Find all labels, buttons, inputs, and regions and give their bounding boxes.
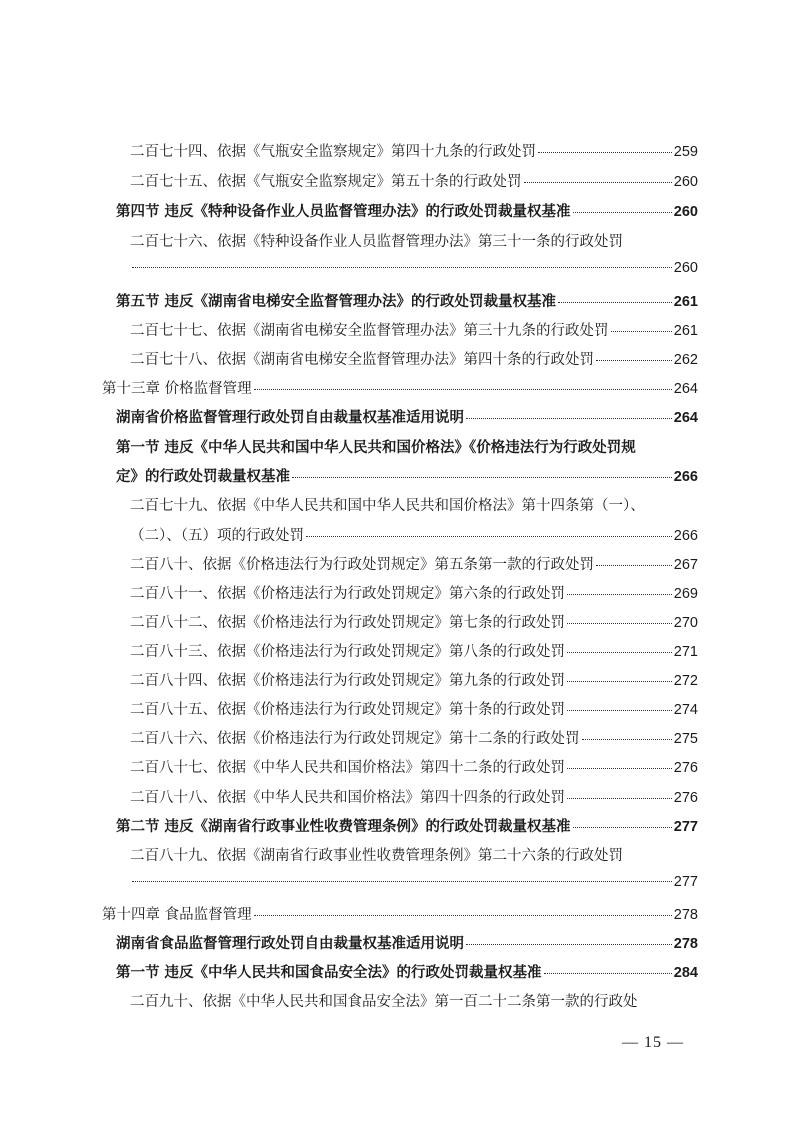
leader-dots: [558, 302, 672, 303]
toc-entry[interactable]: [130, 140, 698, 161]
leader-dots: [306, 536, 672, 537]
toc-page-number: 275: [673, 731, 698, 747]
toc-section-entry[interactable]: [116, 406, 698, 427]
toc-section-entry[interactable]: [116, 961, 698, 982]
toc-page-number: 259: [673, 144, 698, 160]
leader-dots: [567, 798, 672, 799]
leader-dots: [573, 827, 672, 828]
leader-dots: [567, 652, 672, 653]
toc-entry-text: 第一节 违反《中华人民共和国食品安全法》的行政处罚裁量权基准: [116, 965, 542, 981]
toc-entry-text: 二百七十四、依据《气瓶安全监察规定》第四十九条的行政处罚: [130, 144, 536, 160]
toc-entry-text[interactable]: 二百九十、依据《中华人民共和国食品安全法》第一百二十二条第一款的行政处: [130, 994, 638, 1010]
toc-entry-text: （二）、（五）项的行政处罚: [130, 528, 304, 544]
toc-entry[interactable]: [130, 698, 698, 719]
leader-dots: [567, 594, 672, 595]
toc-page-number: 278: [673, 936, 698, 952]
leader-dots: [544, 973, 672, 974]
toc-page-number: 271: [673, 644, 698, 660]
toc-entry-text: 二百八十、依据《价格违法行为行政处罚规定》第五条第一款的行政处罚: [130, 557, 594, 573]
toc-section-entry[interactable]: [116, 815, 698, 836]
leader-dots: [292, 477, 672, 478]
toc-entry-text: 定》的行政处罚裁量权基准: [116, 469, 290, 485]
toc-section-entry[interactable]: [116, 465, 698, 486]
toc-entry-text: 第四节 违反《特种设备作业人员监督管理办法》的行政处罚裁量权基准: [116, 204, 571, 220]
toc-entry-text: 第五节 违反《湖南省电梯安全监督管理办法》的行政处罚裁量权基准: [116, 294, 557, 310]
toc-page-number: 260: [673, 204, 698, 220]
toc-page-number: 262: [673, 352, 698, 368]
leader-dots: [611, 331, 672, 332]
toc-page-number: 277: [673, 874, 698, 890]
leader-dots: [567, 768, 672, 769]
toc-entry-text: 湖南省食品监督管理行政处罚自由裁量权基准适用说明: [116, 936, 464, 952]
toc-entry-text: 二百八十二、依据《价格违法行为行政处罚规定》第七条的行政处罚: [130, 615, 565, 631]
toc-entry[interactable]: [130, 756, 698, 777]
toc-entry-text: 二百七十五、依据《气瓶安全监察规定》第五十条的行政处罚: [130, 174, 522, 190]
page-number-footer: — 15 —: [622, 1034, 684, 1051]
leader-dots: [466, 944, 672, 945]
toc-entry[interactable]: [130, 786, 698, 807]
toc-entry-text: 二百七十八、依据《湖南省电梯安全监督管理办法》第四十条的行政处罚: [130, 352, 594, 368]
leader-dots: [538, 152, 672, 153]
toc-entry-text: 二百八十一、依据《价格违法行为行政处罚规定》第六条的行政处罚: [130, 586, 565, 602]
toc-entry-text: 第十四章 食品监督管理: [102, 907, 252, 923]
toc-entry-text: 二百八十七、依据《中华人民共和国价格法》第四十二条的行政处罚: [130, 760, 565, 776]
toc-page-number: 264: [673, 381, 698, 397]
toc-entry-text: 第二节 违反《湖南省行政事业性收费管理条例》的行政处罚裁量权基准: [116, 819, 571, 835]
toc-entry-text: 二百八十五、依据《价格违法行为行政处罚规定》第十条的行政处罚: [130, 702, 565, 718]
toc-section-entry[interactable]: [116, 200, 698, 221]
toc-entry[interactable]: [130, 553, 698, 574]
toc-page-number: 284: [673, 965, 698, 981]
toc-page-number: 266: [673, 528, 698, 544]
leader-dots: [254, 915, 672, 916]
toc-page-number: 274: [673, 702, 698, 718]
toc-page-number: 261: [673, 294, 698, 310]
toc-entry-text: 湖南省价格监督管理行政处罚自由裁量权基准适用说明: [116, 410, 464, 426]
toc-page-number: 261: [673, 323, 698, 339]
toc-entry-continuation[interactable]: [130, 260, 698, 276]
toc-entry-text[interactable]: 二百七十九、依据《中华人民共和国中华人民共和国价格法》第十四条第（一）、: [130, 498, 645, 514]
toc-entry-text: 二百八十八、依据《中华人民共和国价格法》第四十四条的行政处罚: [130, 790, 565, 806]
toc-chapter-entry[interactable]: [102, 903, 698, 924]
toc-chapter-entry[interactable]: [102, 377, 698, 398]
leader-dots: [466, 418, 672, 419]
toc-entry-continuation[interactable]: [130, 524, 698, 545]
toc-entry[interactable]: [130, 170, 698, 191]
leader-dots: [567, 710, 672, 711]
toc-section-entry[interactable]: [116, 290, 698, 311]
toc-entry[interactable]: [130, 348, 698, 369]
leader-dots: [567, 681, 672, 682]
toc-entry[interactable]: [130, 582, 698, 603]
toc-section-entry[interactable]: [116, 932, 698, 953]
toc-entry[interactable]: [130, 727, 698, 748]
leader-dots: [132, 267, 672, 268]
toc-entry[interactable]: [130, 611, 698, 632]
toc-page-number: 264: [673, 410, 698, 426]
toc-page-number: 269: [673, 586, 698, 602]
toc-entry[interactable]: [130, 669, 698, 690]
toc-page-number: 266: [673, 469, 698, 485]
toc-page-number: 276: [673, 790, 698, 806]
leader-dots: [524, 182, 672, 183]
toc-page-number: 260: [673, 260, 698, 276]
leader-dots: [567, 623, 672, 624]
toc-page-number: 272: [673, 673, 698, 689]
toc-entry-text: 二百七十七、依据《湖南省电梯安全监督管理办法》第三十九条的行政处罚: [130, 323, 609, 339]
leader-dots: [582, 739, 672, 740]
toc-page-number: 267: [673, 557, 698, 573]
toc-page-number: 276: [673, 760, 698, 776]
leader-dots: [596, 360, 672, 361]
toc-page-number: 277: [673, 819, 698, 835]
leader-dots: [596, 565, 672, 566]
toc-page-number: 270: [673, 615, 698, 631]
toc-entry[interactable]: [130, 319, 698, 340]
toc-page-number: 260: [673, 174, 698, 190]
toc-entry-text: 第十三章 价格监督管理: [102, 381, 252, 397]
toc-entry-text: 二百八十六、依据《价格违法行为行政处罚规定》第十二条的行政处罚: [130, 731, 580, 747]
toc-entry-text[interactable]: 二百七十六、依据《特种设备作业人员监督管理办法》第三十一条的行政处罚: [130, 234, 623, 250]
toc-entry-text[interactable]: 第一节 违反《中华人民共和国中华人民共和国价格法》《价格违法行为行政处罚规: [116, 440, 636, 456]
toc-entry[interactable]: [130, 640, 698, 661]
toc-page-number: 278: [673, 907, 698, 923]
toc-entry-text: 二百八十三、依据《价格违法行为行政处罚规定》第八条的行政处罚: [130, 644, 565, 660]
leader-dots: [254, 389, 672, 390]
leader-dots: [573, 212, 672, 213]
toc-entry-text[interactable]: 二百八十九、依据《湖南省行政事业性收费管理条例》第二十六条的行政处罚: [130, 848, 623, 864]
toc-entry-text: 二百八十四、依据《价格违法行为行政处罚规定》第九条的行政处罚: [130, 673, 565, 689]
toc-entry-continuation[interactable]: [130, 874, 698, 890]
leader-dots: [132, 881, 672, 882]
